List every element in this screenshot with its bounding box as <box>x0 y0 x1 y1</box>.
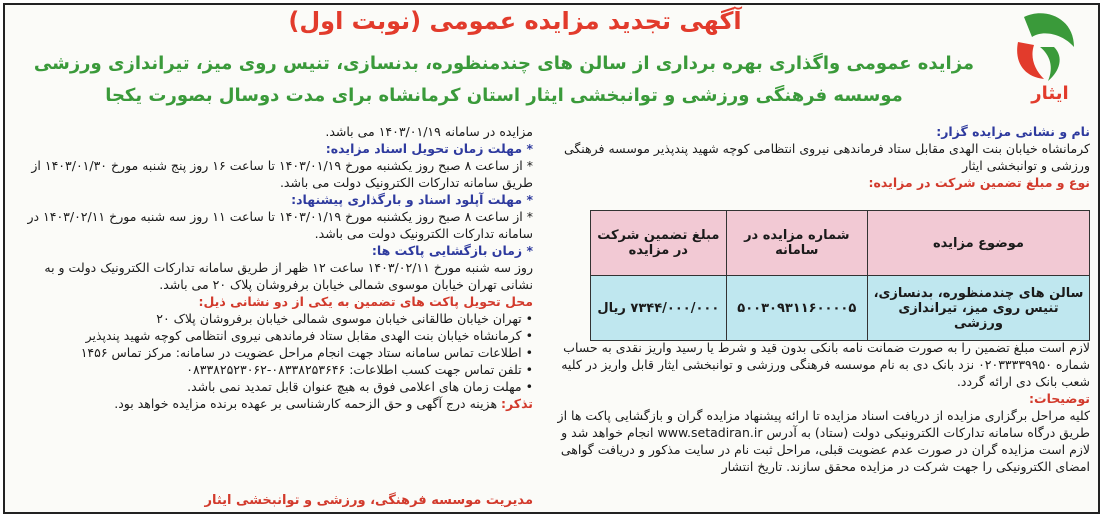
opening-heading: * زمان بازگشایی پاکت ها: <box>371 243 533 258</box>
doc-deadline-heading: * مهلت زمان تحویل اسناد مزایده: <box>325 141 533 156</box>
table-cell-subject: سالن های چندمنظوره، بدنسازی، تنیس روی میز، تیراندازی ورزشی <box>867 276 1089 341</box>
guarantee-text: لازم است مبلغ تضمین را به صورت ضمانت نامه بانکی بدون قید و شرط یا رسید واریز نقدی به حساب شماره ۰۲۰۳۳۳۳۹۹۵۰ نزد بانک دی به نام موسسه فرهنگی ورزشی و توانبخشی ایثار قابل واریز در کلیه شعب بانک دی ارائه گردد. <box>561 340 1090 389</box>
guarantee-heading: نوع و مبلغ تضمین شرکت در مزایده: <box>868 175 1090 190</box>
right-column <box>550 123 1090 191</box>
notice-frame <box>3 3 1100 514</box>
notice-subtitle-line1: مزایده عمومی واگذاری بهره برداری از سالن های چندمنظوره، بدنسازی، تنیس روی میز، تیراندازی ورزشی <box>33 53 975 74</box>
address-text: کرمانشاه خیابان بنت الهدی مقابل ستاد فرماندهی نیروی انتظامی کوچه شهید پندپذیر موسسه فرهنگی ورزشی و توانبخشی ایثار <box>563 141 1090 173</box>
notes-text: کلیه مراحل برگزاری مزایده از دریافت اسناد مزایده تا ارائه پیشنهاد مزایده گران و بازگشایی پاکت ها از طریق درگاه سامانه تدارکات الکترونیکی دولت (ستاد) به آدرس www.setadiran.ir انجام خواهد شد و لازم است مزایده گران در صورت عدم عضویت قبلی، مراحل ثبت نام در سایت مذکور و دریافت گواهی امضای الکترونیکی را جهت شرکت در مزایده محقق سازند. تاریخ انتشار <box>557 408 1090 474</box>
table-header: شماره مزایده در سامانه <box>726 211 867 276</box>
guarantee-and-notes <box>550 339 1090 475</box>
list-item: • کرمانشاه خیابان بنت الهدی مقابل ستاد فرماندهی نیروی انتظامی کوچه شهید پندپذیر <box>13 327 533 344</box>
list-item: • تهران خیابان طالقانی خیابان موسوی شمالی خیابان برفروشان پلاک ۲۰ <box>13 310 533 327</box>
reminder <box>13 395 533 412</box>
opening-text: روز سه شنبه مورخ ۱۴۰۳/۰۲/۱۱ ساعت ۱۲ ظهر از طریق سامانه تدارکات الکترونیک دولت و به نشانی تهران خیابان موسوی شمالی خیابان برفروشان پلاک ۲۰ می باشد. <box>44 260 533 292</box>
table-header: موضوع مزایده <box>867 211 1089 276</box>
table-cell-guarantee: ۷۳۴۴/۰۰۰/۰۰۰ ریال <box>591 276 727 341</box>
doc-deadline-text: * از ساعت ۸ صبح روز یکشنبه مورخ ۱۴۰۳/۰۱/۱۹ تا ساعت ۱۶ روز پنج شنبه مورخ ۱۴۰۳/۰۱/۳۰ از طریق سامانه تدارکات الکترونیک دولت می باشد. <box>31 158 533 190</box>
delivery-heading: محل تحویل پاکت های تضمین به یکی از دو نشانی ذیل: <box>198 294 533 309</box>
notice-title: آگهی تجدید مزایده عمومی (نوبت اول) <box>288 7 742 35</box>
notes-heading: توضیحات: <box>1029 391 1090 406</box>
table-header: مبلغ تضمین شرکت در مزایده <box>591 211 727 276</box>
table-cell-number: ۵۰۰۳۰۹۳۱۱۶۰۰۰۰۵ <box>726 276 867 341</box>
logo-text: ایثار <box>1031 83 1069 104</box>
auction-table <box>590 210 1090 341</box>
upload-heading: * مهلت آپلود اسناد و بارگذاری پیشنهاد: <box>291 192 533 207</box>
address-heading: نام و نشانی مزایده گزار: <box>936 124 1090 139</box>
table-row <box>591 276 1090 341</box>
upload-text: * از ساعت ۸ صبح روز یکشنبه مورخ ۱۴۰۳/۰۱/۱۹ تا ساعت ۱۱ روز سه شنبه مورخ ۱۴۰۳/۰۲/۱۱ در سامانه تدارکات الکترونیک دولت می باشد. <box>27 209 533 241</box>
left-column <box>13 123 533 412</box>
signature: مدیریت موسسه فرهنگی، ورزشی و توانبخشی ایثار <box>204 493 533 508</box>
intro-text: مزایده در سامانه ۱۴۰۳/۰۱/۱۹ می باشد. <box>325 124 533 139</box>
reminder-text: هزینه درج آگهی و حق الزحمه کارشناسی بر عهده برنده مزایده خواهد بود. <box>114 396 498 411</box>
list-item: • مهلت زمان های اعلامی فوق به هیچ عنوان قابل تمدید نمی باشد. <box>13 378 533 395</box>
reminder-label: تذکر: <box>501 396 533 411</box>
isar-logo <box>1004 7 1088 107</box>
list-item: • تلفن تماس جهت کسب اطلاعات: ۰۸۳۳۸۲۵۳۶۴۶-۰۸۳۳۸۲۵۲۳۰۶۲ <box>13 361 533 378</box>
notice-subtitle-line2: موسسه فرهنگی ورزشی و توانبخشی ایثار استان کرمانشاه برای مدت دوسال بصورت یکجا <box>105 85 903 106</box>
list-item: • اطلاعات تماس سامانه ستاد جهت انجام مراحل عضویت در سامانه: مرکز تماس ۱۴۵۶ <box>13 344 533 361</box>
